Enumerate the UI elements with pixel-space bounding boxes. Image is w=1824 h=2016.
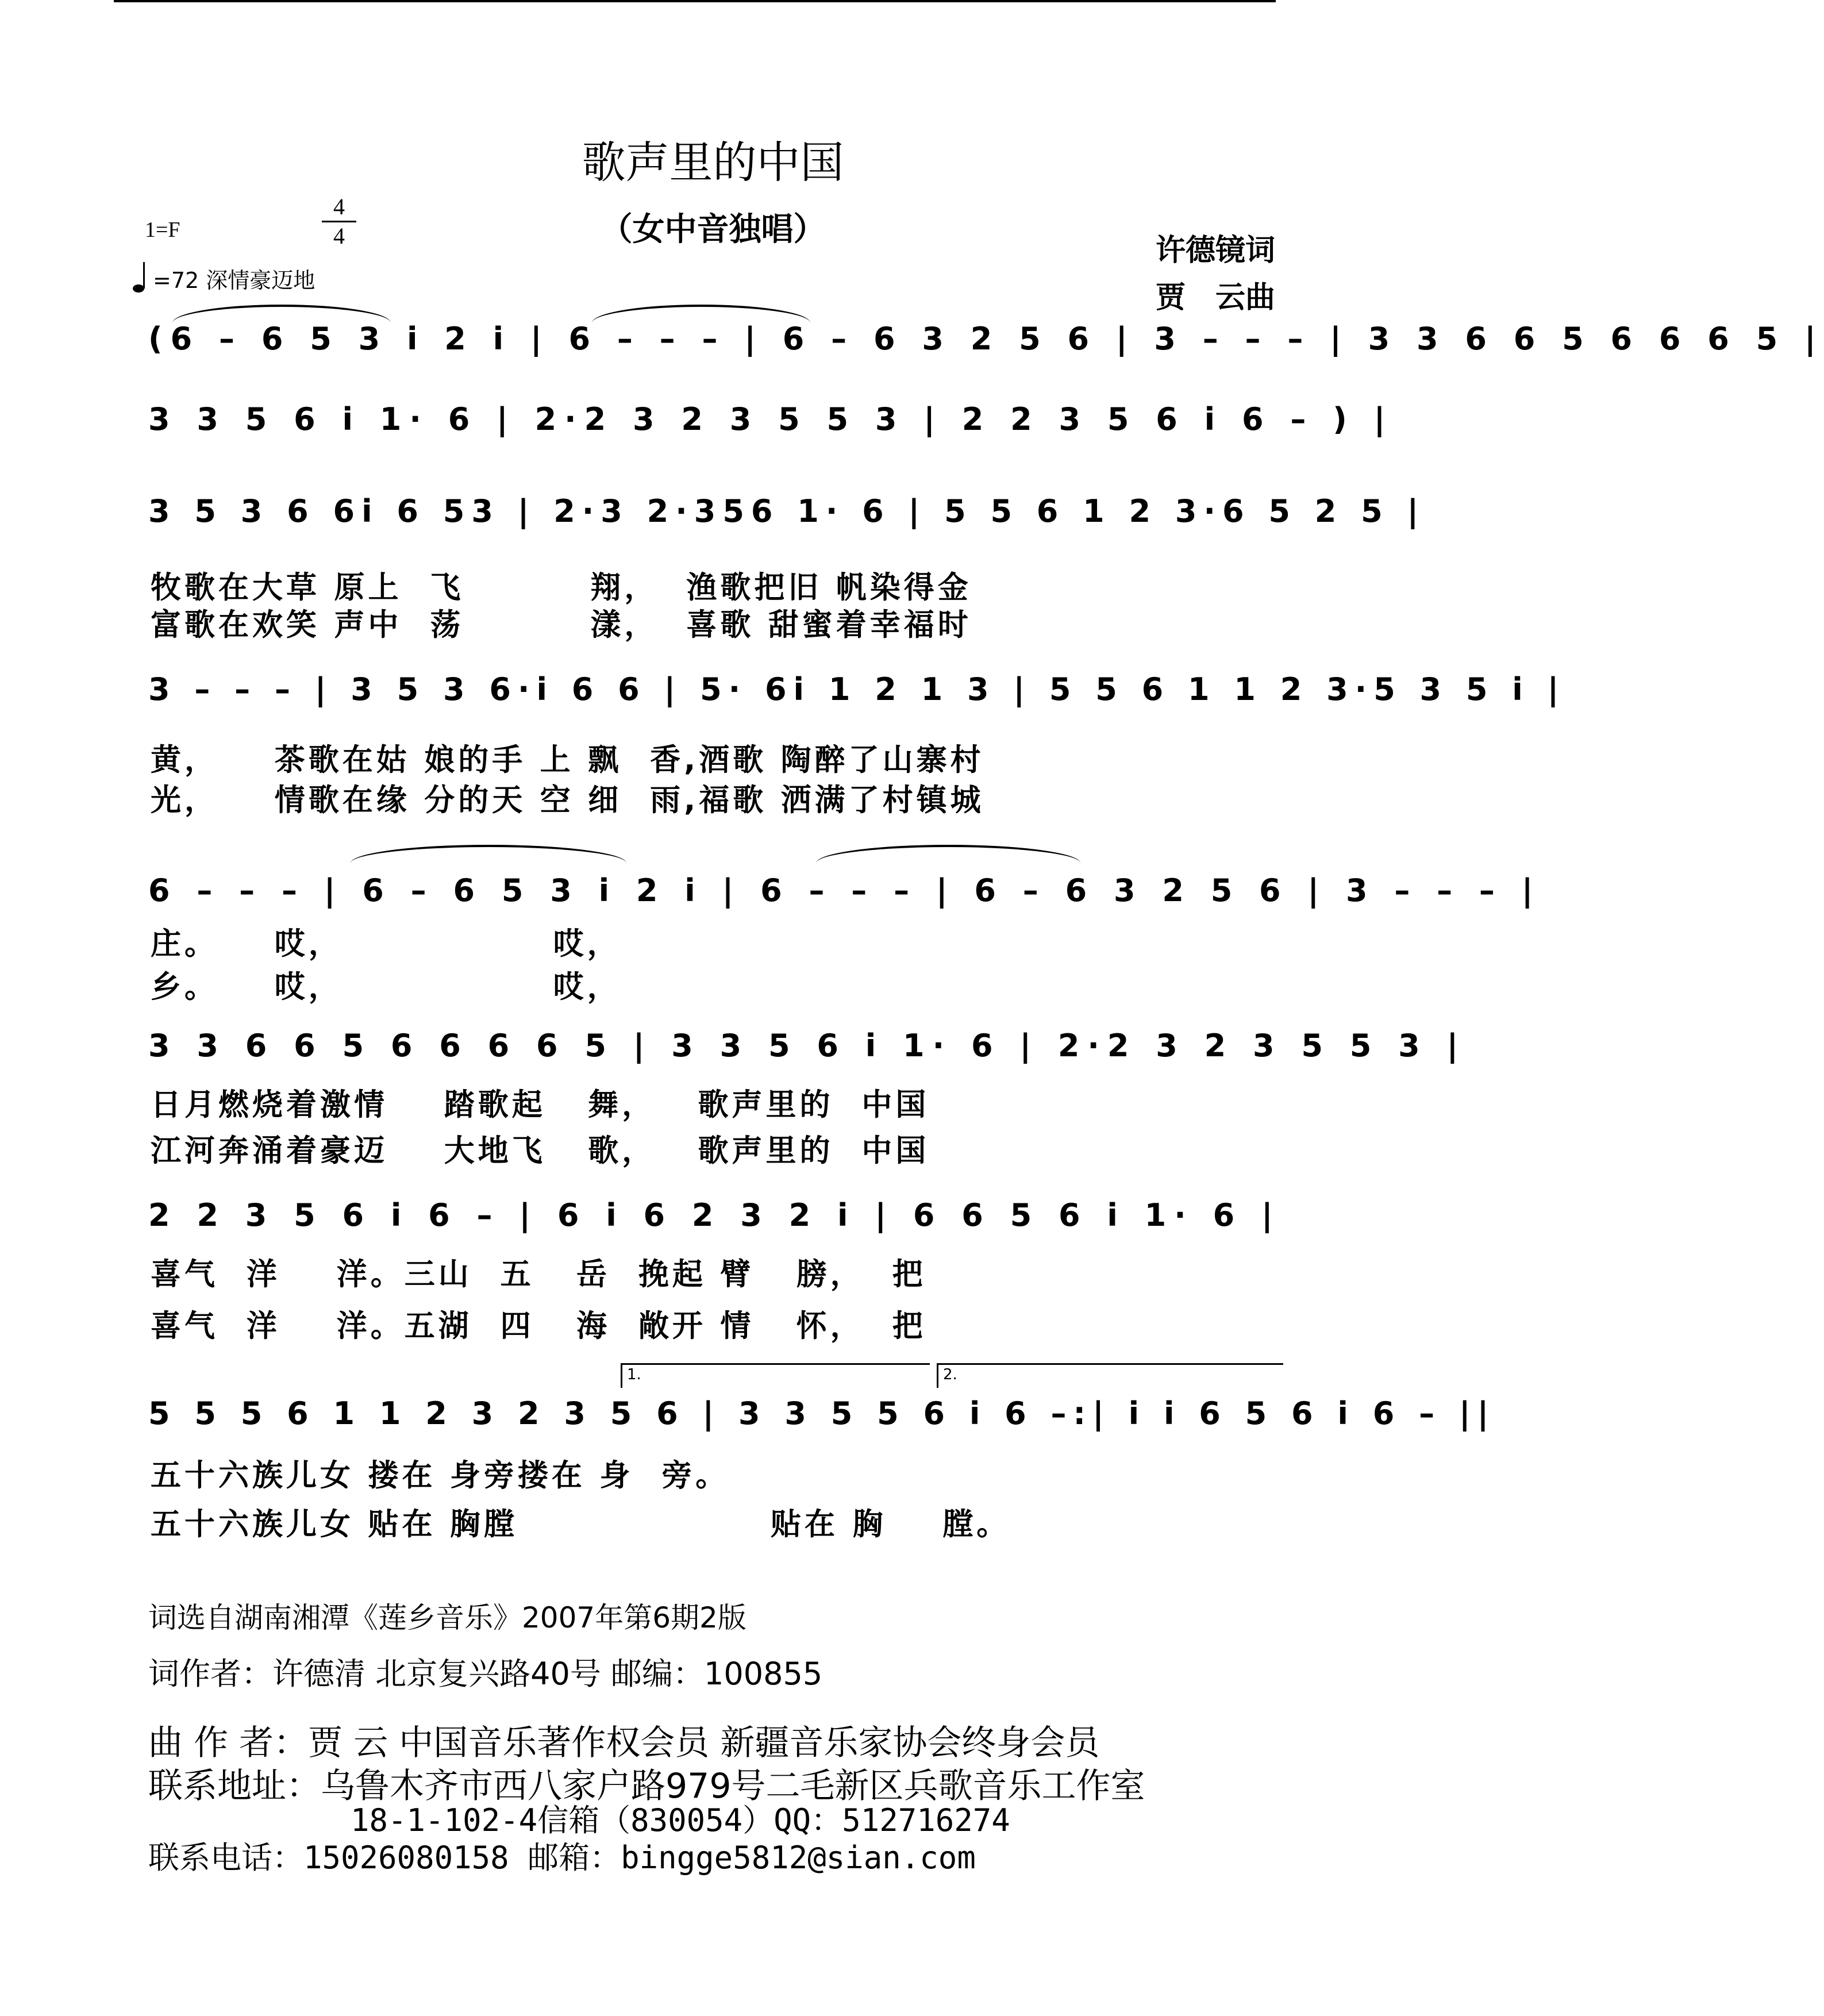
lyric-verse-1: 日月燃烧着激情 踏歌起 舞， 歌声里的 中国 bbox=[151, 1087, 930, 1122]
top-rule bbox=[114, 0, 1276, 2]
lyric-verse-2: 乡。 哎， 哎， bbox=[151, 969, 621, 1005]
lyric-verse-1: 黄， 茶歌在姑 娘的手 上 飘 香,酒歌 陶醉了山寨村 bbox=[151, 742, 984, 778]
notes: 2 2 3 5 6 i 6 – | 6 i 6 2 3 2 i | 6 6 5 6 i 1· 6 | bbox=[148, 1197, 1281, 1233]
lyric-verse-2: 江河奔涌着豪迈 大地飞 歌， 歌声里的 中国 bbox=[151, 1133, 930, 1168]
notation-row-4 bbox=[148, 671, 1566, 741]
contact-mailbox: 18-1-102-4信箱（830054）QQ：512716274 bbox=[351, 1802, 1010, 1838]
notes: 3 3 5 6 i 1· 6 | 2·2 3 2 3 5 5 3 | 2 2 3 5 6 i 6 – ) | bbox=[148, 401, 1394, 437]
lyric-verse-2: 富歌在欢笑 声中 荡 漾， 喜歌 甜蜜着幸福时 bbox=[151, 607, 972, 642]
notes: 3 3 6 6 5 6 6 6 6 5 | 3 3 5 6 i 1· 6 | 2·2 3 2 3 5 5 3 | bbox=[148, 1028, 1467, 1064]
notes: 3 – – – | 3 5 3 6·i 6 6 | 5· 6i 1 2 1 3 | 5 5 6 1 1 2 3·5 3 5 i | bbox=[148, 671, 1566, 707]
composer-credit: 贾 云曲 bbox=[1155, 280, 1275, 315]
notes: 5 5 5 6 1 1 2 3 2 3 5 6 | 3 3 5 5 6 i 6 –:| i i 6 5 6 i 6 – || bbox=[148, 1395, 1496, 1432]
lyric-verse-1: 牧歌在大草 原上 飞 翔， 渔歌把旧 帆染得金 bbox=[151, 570, 972, 605]
lyric-verse-1: 庄。 哎， 哎， bbox=[151, 926, 621, 961]
meter-top: 4 bbox=[333, 194, 345, 220]
lyric-verse-1: 五十六族儿女 搂在 身旁搂在 身 旁。 bbox=[151, 1458, 730, 1493]
time-signature bbox=[322, 194, 356, 249]
notation-row-2 bbox=[148, 401, 1394, 471]
volta-2: 2. bbox=[937, 1363, 1283, 1388]
source-note: 词选自湖南湘潭《莲乡音乐》2007年第6期2版 bbox=[148, 1601, 746, 1634]
lyric-verse-1: 喜气 洋 洋。三山 五 岳 挽起 臂 膀， 把 bbox=[151, 1257, 926, 1292]
contact-address: 联系地址：乌鲁木齐市西八家户路979号二毛新区兵歌音乐工作室 bbox=[148, 1766, 1145, 1806]
contact-phone: 联系电话：15026080158 邮箱：bingge5812@sian.com bbox=[148, 1840, 976, 1876]
tempo-marking bbox=[132, 260, 315, 294]
notation-row-1 bbox=[148, 321, 1824, 391]
meter-bottom: 4 bbox=[333, 223, 345, 249]
lyricist-credit: 许德镜词 bbox=[1155, 233, 1275, 268]
composer-contact: 曲 作 者：贾 云 中国音乐著作权会员 新疆音乐家协会终身会员 bbox=[148, 1723, 1100, 1763]
quarter-note-icon bbox=[132, 260, 149, 294]
credits bbox=[1156, 227, 1275, 321]
notes: 3 5 3 6 6i 6 53 | 2·3 2·356 1· 6 | 5 5 6 1 2 3·6 5 2 5 | bbox=[148, 493, 1426, 529]
lyric-verse-2: 光， 情歌在缘 分的天 空 细 雨,福歌 洒满了村镇城 bbox=[151, 783, 984, 818]
lyric-verse-2: 五十六族儿女 贴在 胸膛 贴在 胸 膛。 bbox=[151, 1507, 1011, 1542]
song-title: 歌声里的中国 bbox=[582, 137, 844, 188]
notation-row-3 bbox=[148, 493, 1426, 563]
tempo-text: =72 深情豪迈地 bbox=[153, 268, 315, 293]
key-signature: 1=F bbox=[145, 218, 180, 242]
notes: (6 – 6 5 3 i 2 i | 6 – – – | 6 – 6 3 2 5 6 | 3 – – – | 3 3 6 6 5 6 6 6 5 | bbox=[148, 321, 1824, 357]
lyric-verse-2: 喜气 洋 洋。五湖 四 海 敞开 情 怀， 把 bbox=[151, 1309, 926, 1344]
notes: 6 – – – | 6 – 6 5 3 i 2 i | 6 – – – | 6 – 6 3 2 5 6 | 3 – – – | bbox=[148, 872, 1541, 909]
lyricist-contact: 词作者：许德清 北京复兴路40号 邮编：100855 bbox=[148, 1656, 823, 1692]
volta-1: 1. bbox=[621, 1363, 930, 1388]
song-subtitle: （女中音独唱） bbox=[600, 211, 826, 248]
